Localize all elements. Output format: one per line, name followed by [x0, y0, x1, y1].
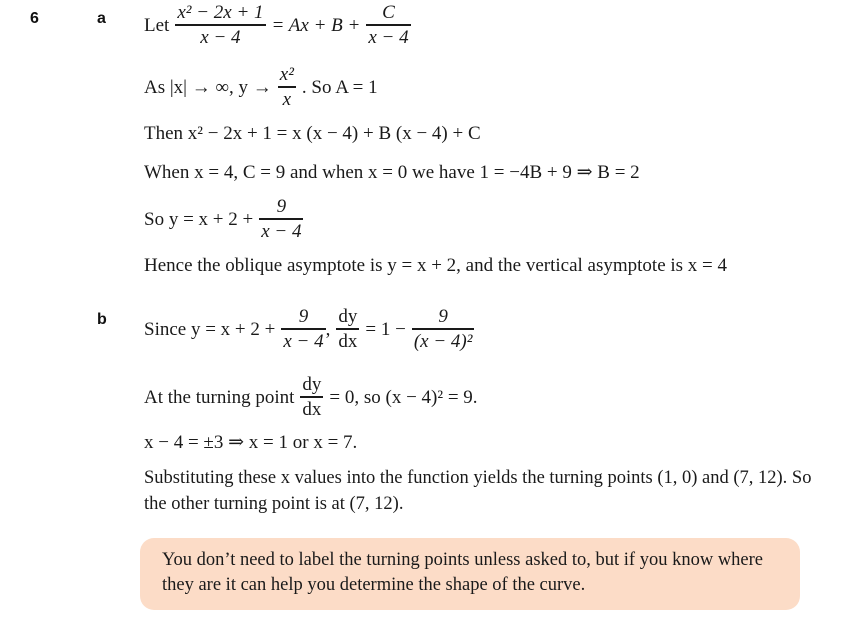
- so-frac-den: x − 4: [261, 220, 302, 242]
- then-line: Then x² − 2x + 1 = x (x − 4) + B (x − 4) + C: [144, 123, 481, 144]
- since-frac-num: 9: [298, 306, 309, 328]
- since-frac2-den: (x − 4)²: [413, 330, 473, 352]
- so-prefix: So y = x + 2 +: [144, 209, 254, 230]
- as-frac-num: x²: [279, 64, 294, 86]
- when-line: When x = 4, C = 9 and when x = 0 we have 1 = −4B + 9 ⇒ B = 2: [144, 161, 640, 183]
- let-rhs-frac-num: C: [382, 2, 395, 24]
- limit-line: [144, 62, 378, 114]
- part-label-a: a: [97, 10, 106, 27]
- since-frac2-num: 9: [438, 306, 448, 328]
- deriv-num: dy: [338, 306, 358, 328]
- hence-line: Hence the oblique asymptote is y = x + 2, and the vertical asymptote is x = 4: [144, 255, 728, 276]
- let-rhs-fraction: [366, 2, 410, 50]
- as-fraction: [278, 64, 296, 112]
- since-frac-den: x − 4: [283, 330, 324, 352]
- let-fraction: [175, 2, 265, 50]
- as-frac-den: x: [282, 88, 292, 110]
- derivative-fraction: [300, 374, 323, 422]
- let-frac-num: x² − 2x + 1: [177, 2, 264, 24]
- let-equation: [144, 0, 417, 52]
- turning-prefix: At the turning point: [144, 387, 295, 408]
- tip-box: [140, 538, 800, 610]
- let-prefix: Let: [144, 15, 170, 36]
- as-suffix: . So A = 1: [301, 77, 378, 98]
- let-rhs: = Ax + B +: [271, 15, 361, 36]
- since-line: [144, 300, 480, 360]
- so-line: [144, 194, 309, 246]
- deriv-den: dx: [302, 398, 322, 420]
- solve-line: x − 4 = ±3 ⇒ x = 1 or x = 7.: [144, 431, 358, 453]
- question-number: 6: [30, 10, 39, 27]
- tip-text: You don’t need to label the turning points unless asked to, but if you know where they are it can help you determine the shape of the curve.: [162, 550, 764, 595]
- turning-point-line: [144, 372, 478, 424]
- since-prefix: Since y = x + 2 +: [144, 319, 276, 340]
- part-label-b: b: [97, 311, 107, 328]
- substituting-paragraph: Substituting these x values into the function yields the turning points (1, 0) and (7, 12). So the other turning point is at (7, 12).: [144, 468, 812, 514]
- let-rhs-frac-den: x − 4: [368, 26, 409, 48]
- as-prefix: As |x| → ∞, y →: [144, 77, 272, 98]
- since-mid: = 1 −: [365, 319, 406, 340]
- deriv-num: dy: [302, 374, 322, 396]
- let-frac-den: x − 4: [200, 26, 241, 48]
- since-fraction-2: [412, 306, 475, 354]
- derivative-fraction: [336, 306, 359, 354]
- since-comma: ,: [325, 319, 331, 340]
- so-frac-num: 9: [276, 196, 287, 218]
- turning-suffix: = 0, so (x − 4)² = 9.: [329, 387, 478, 408]
- since-fraction: [281, 306, 325, 354]
- deriv-den: dx: [338, 330, 358, 352]
- so-fraction: [259, 196, 303, 244]
